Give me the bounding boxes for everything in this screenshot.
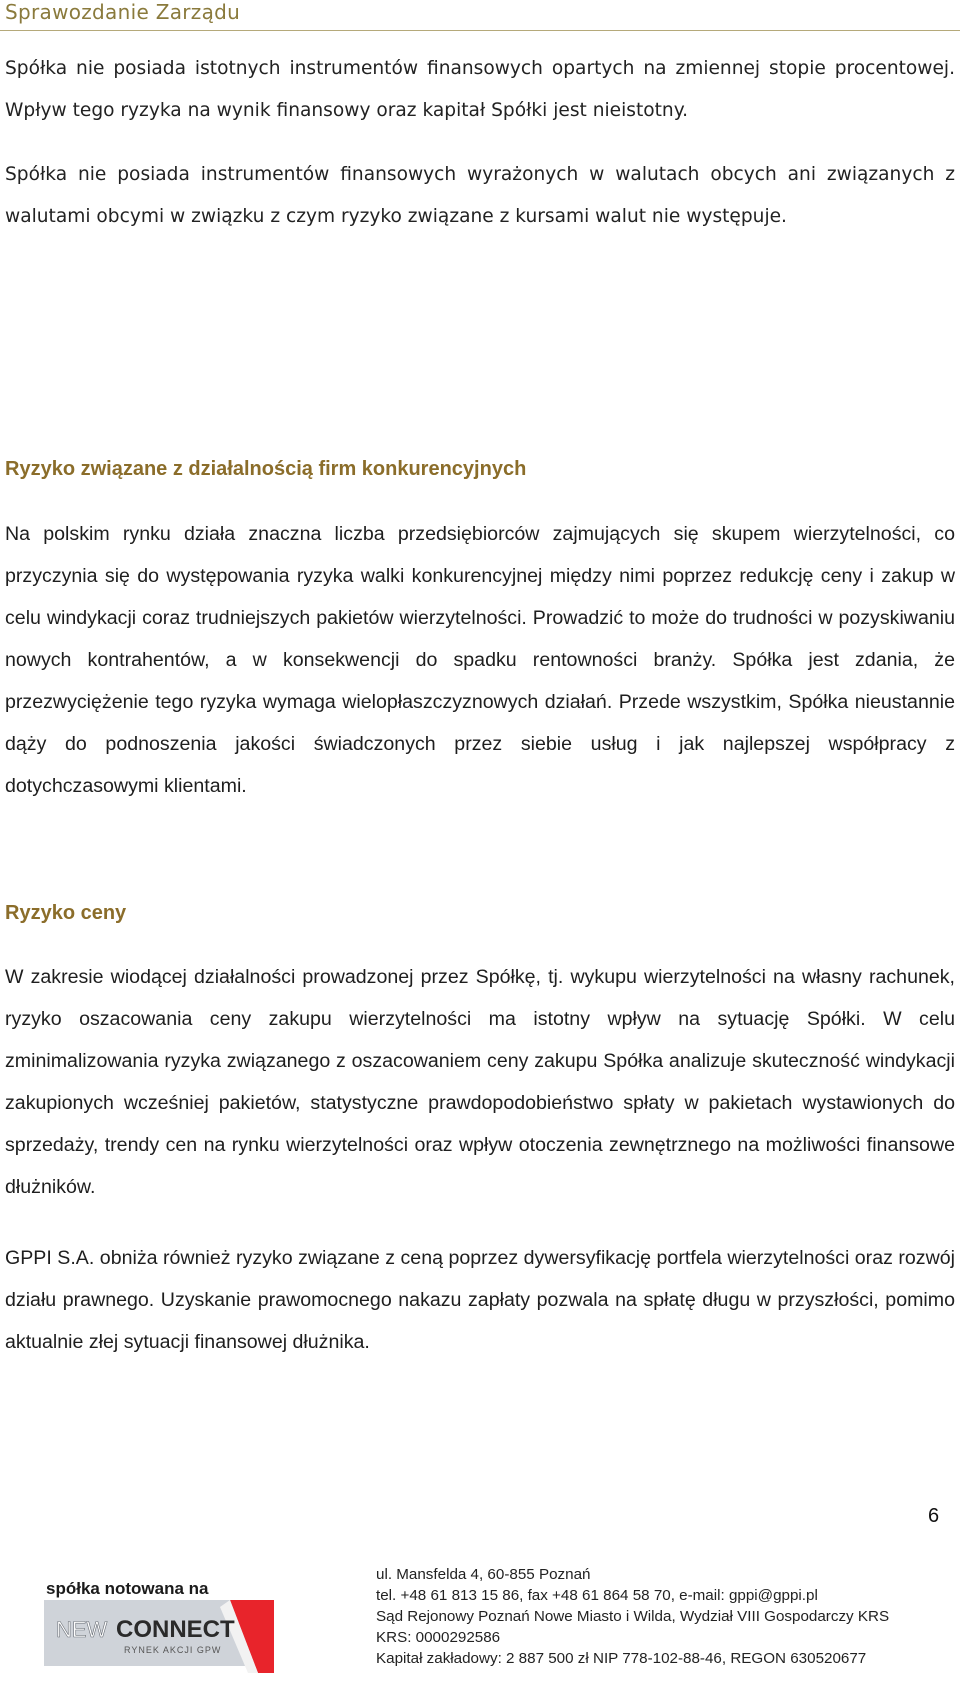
header-title: Sprawozdanie Zarządu [5, 0, 241, 24]
paragraph-price-risk-1: W zakresie wiodącej działalności prowadzonej przez Spółkę, tj. wykupu wierzytelności na własny rachunek, ryzyko oszacowania ceny zakupu wierzytelności ma istotny wpływ na sytuację Spółki. W celu zminimalizowania ryzyka związanego z oszacowaniem ceny zakupu Spółka analizuje skuteczność windykacji zakupionych wcześniej pakietów, statystyczne prawdopodobieństwo spłaty w pakietach wystawionych do sprzedaży, trendy cen na rynku wierzytelności oraz wpływ otoczenia zewnętrznego na możliwości finansowe dłużników. [5, 966, 955, 1198]
footer-court: Sąd Rejonowy Poznań Nowe Miasto i Wilda, Wydział VIII Gospodarczy KRS [376, 1608, 890, 1625]
paragraph-interest-rate: Spółka nie posiada istotnych instrumentów finansowych opartych na zmiennej stopie procentowej. Wpływ tego ryzyka na wynik finansowy oraz kapitał Spółki jest nieistotny. [5, 58, 955, 121]
footer-krs: KRS: 0000292586 [376, 1629, 501, 1646]
logo-text-market: RYNEK AKCJI GPW [124, 1645, 222, 1655]
page-number: 6 [928, 1505, 940, 1527]
heading-competition-risk: Ryzyko związane z działalnością firm konkurencyjnych [5, 458, 527, 480]
heading-price-risk: Ryzyko ceny [5, 902, 127, 924]
paragraph-price-risk-2: GPPI S.A. obniża również ryzyko związane z ceną poprzez dywersyfikację portfela wierzytelności oraz rozwój działu prawnego. Uzyskanie prawomocnego nakazu zapłaty pozwala na spłatę długu w przyszłości, pomimo aktualnie złej sytuacji finansowej dłużnika. [5, 1247, 955, 1353]
footer-address: ul. Mansfelda 4, 60-855 Poznań [376, 1566, 591, 1583]
footer-contact: tel. +48 61 813 15 86, fax +48 61 864 58 70, e-mail: gppi@gppi.pl [376, 1587, 818, 1604]
footer-capital: Kapitał zakładowy: 2 887 500 zł NIP 778-102-88-46, REGON 630520677 [376, 1650, 867, 1667]
paragraph-currency: Spółka nie posiada instrumentów finansowych wyrażonych w walutach obcych ani związanych z walutami obcymi w związku z czym ryzyko związane z kursami walut nie występuje. [5, 164, 955, 227]
page-header [0, 0, 960, 31]
paragraph-competition-risk: Na polskim rynku działa znaczna liczba przedsiębiorców zajmujących się skupem wierzytelności, co przyczynia się do występowania ryzyka walki konkurencyjnej między nimi poprzez redukcję ceny i zakup w celu windykacji coraz trudniejszych pakietów wierzytelności. Prowadzić to może do trudności w pozyskiwaniu nowych kontrahentów, a w konsekwencji do spadku rentowności branży. Spółka jest zdania, że przezwyciężenie tego ryzyka wymaga wielopłaszczyznowych działań. Przede wszystkim, Spółka nieustannie dąży do podnoszenia jakości świadczonych przez siebie usług i jak najlepszej współpracy z dotychczasowymi klientami. [5, 523, 955, 797]
footer-info [376, 1564, 889, 1669]
logo-text-new: NEW [56, 1617, 108, 1642]
newconnect-logo [44, 1567, 284, 1677]
logo-text-line1: spółka notowana na [46, 1579, 209, 1598]
logo-text-connect: CONNECT [116, 1616, 235, 1643]
